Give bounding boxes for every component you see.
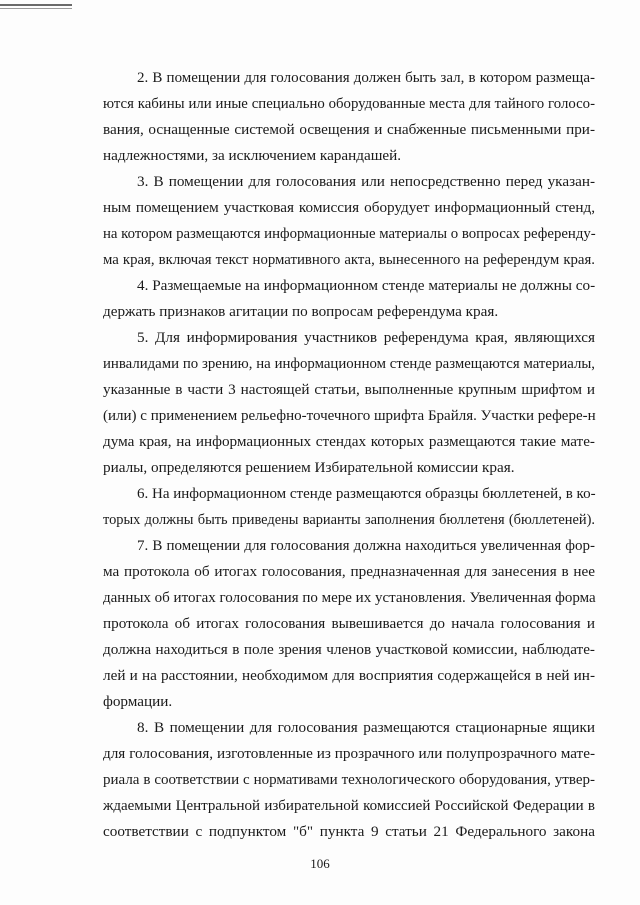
text-line: 6. На информационном стенде размещаются образцы бюллетеней, в ко- (137, 486, 596, 502)
text-line: 2. В помещении для голосования должен быть зал, в котором размеща- (137, 70, 595, 86)
text-line: риалы, определяются решением Избирательной комиссии края. (103, 459, 515, 476)
text-line: ждаемыми Центральной избирательной комиссией Российской Федерации в (103, 798, 595, 814)
text-line: 8. В помещении для голосования размещаются стационарные ящики (137, 719, 595, 736)
text-line: протокола об итогах голосования вывешивается до начала голосования и (103, 615, 595, 632)
header-rule-secondary (0, 8, 72, 9)
text-line: надлежностями, за исключением карандашей. (103, 147, 402, 164)
text-line: ма края, включая текст нормативного акта, вынесенного на референдум края. (103, 252, 595, 268)
text-line: 4. Размещаемые на информационном стенде материалы не должны со- (137, 277, 596, 294)
text-line: ются кабины или иные специально оборудованные места для тайного голосо- (103, 96, 595, 112)
text-line: данных об итогах голосования по мере их установления. Увеличенная форма (103, 590, 596, 606)
text-line: 7. В помещении для голосования должна находиться увеличенная фор- (137, 538, 595, 554)
text-line: должна находиться в поле зрения членов участковой комиссии, наблюдате- (103, 641, 595, 658)
text-line: инвалидами по зрению, на информационном стенде размещаются материалы, (103, 356, 595, 372)
text-line: для голосования, изготовленные из прозрачного или полупрозрачного мате- (103, 745, 595, 762)
text-line: ным помещением участковая комиссия оборудует информационный стенд, (103, 199, 595, 216)
header-rule (0, 4, 72, 6)
text-line: соответствии с подпунктом "б" пункта 9 статьи 21 Федерального закона (103, 823, 595, 840)
text-line: риала в соответствии с нормативами технологического оборудования, утвер- (103, 772, 595, 788)
text-line: 3. В помещении для голосования или непосредственно перед указан- (137, 173, 595, 190)
text-line: формации. (103, 693, 173, 710)
text-line: держать признаков агитации по вопросам референдума края. (103, 303, 499, 320)
text-line: ма протокола об итогах голосования, предназначенная для занесения в нее (103, 563, 595, 580)
text-line: на котором размещаются информационные материалы о вопросах референду- (103, 226, 596, 242)
text-line: (или) с применением рельефно-точечного шрифта Брайля. Участки рефере-н (103, 408, 596, 424)
text-line: торых должны быть приведены варианты заполнения бюллетеня (бюллетеней). (103, 512, 595, 528)
text-line: 5. Для информирования участников референдума края, являющихся (137, 329, 595, 346)
text-line: вания, оснащенные системой освещения и снабженные письменными при- (103, 121, 595, 138)
text-line: указанные в части 3 настоящей статьи, выполненные крупным шрифтом и (103, 381, 595, 398)
text-line: дума края, на информационных стендах которых размещаются такие мате- (103, 433, 595, 450)
text-line: лей и на расстоянии, необходимом для восприятия содержащейся в ней ин- (103, 667, 595, 684)
page-number: 106 (310, 856, 330, 871)
